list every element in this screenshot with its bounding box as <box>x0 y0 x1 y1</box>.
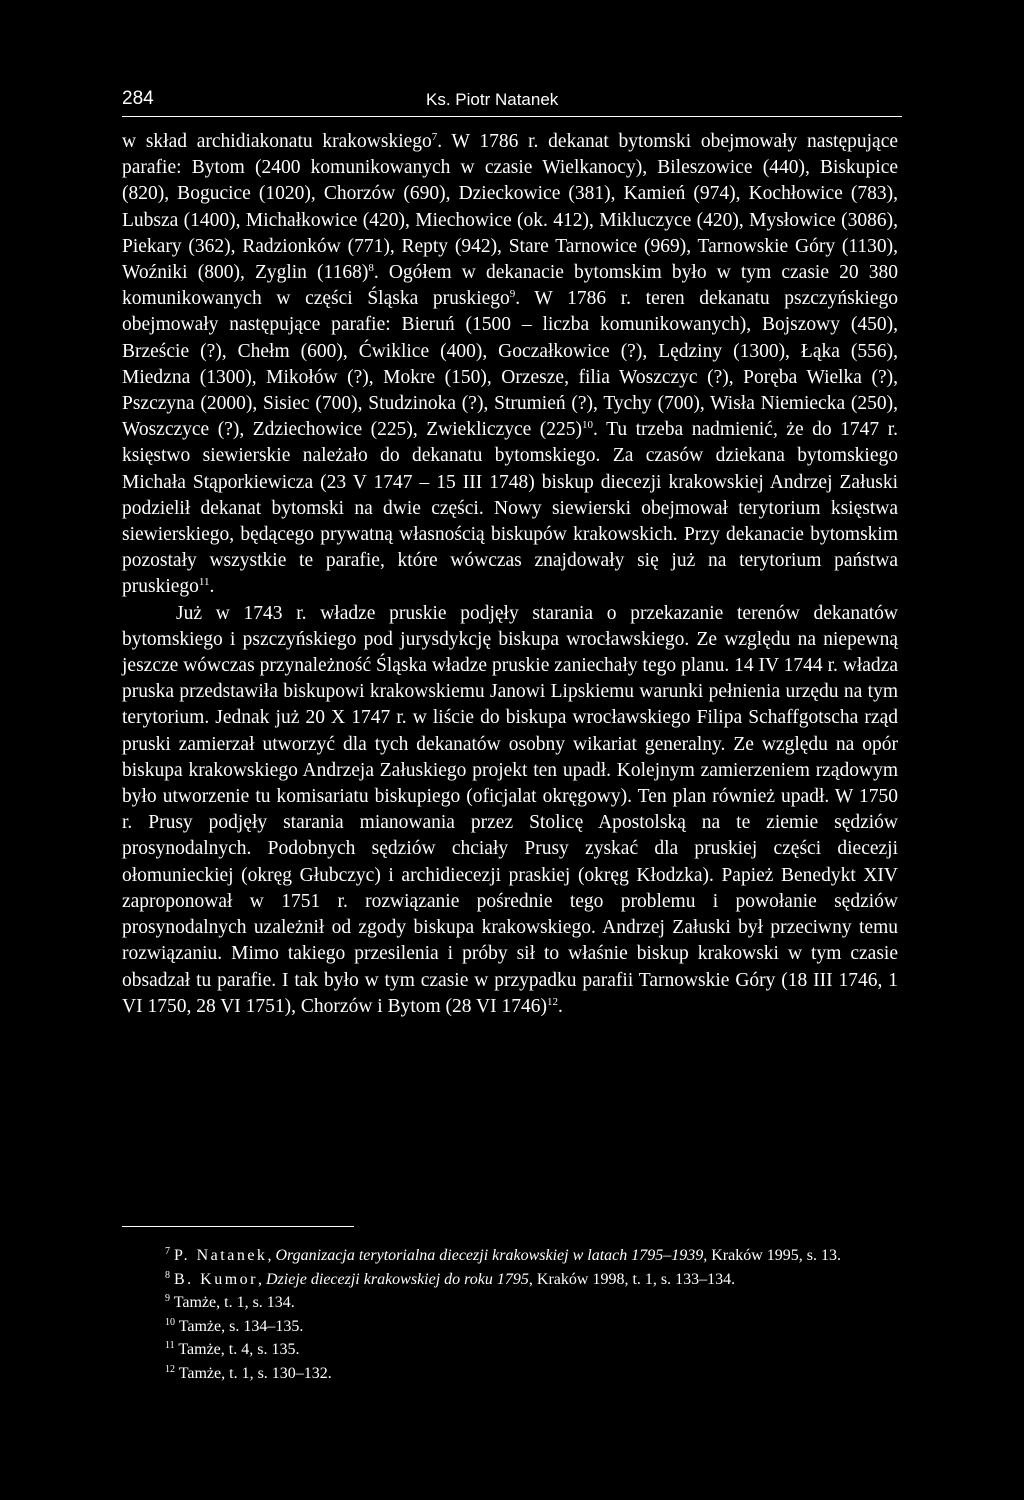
text-run: Już w 1743 r. władze pruskie podjęły starania o przekazanie terenów dekanatów bytomskiego i pszczyńskiego pod jurysdykcję biskupa wrocławskiego. Ze względu na niepewną jeszcze wówczas przynależność Śląska władze pruskie zaniechały tego planu. 14 IV 1744 r. władza pruska przedstawiła biskupowi krakowskiemu Janowi Lipskiemu warunki pełnienia urzędu na tym terytorium. Jednak już 20 X 1747 r. w liście do biskupa wrocławskiego Filipa Schaffgotscha rząd pruski zamierzał utworzyć dla tych dekanatów osobny wikariat generalny. Ze względu na opór biskupa krakowskiego Andrzeja Załuskiego projekt ten upadł. Kolejnym zamierzeniem rządowym było utworzenie tu komisariatu biskupiego (oficjalat okręgowy). Ten plan również upadł. W 1750 r. Prusy podjęły starania mianowania przez Stolicę Apostolską na te ziemie sędziów prosynodalnych. Podobnych sędziów chciały Prusy zyskać dla pruskiej części diecezji ołomunieckiej (okręg Głubczyc) i archidiecezji praskiej (okręg Kłodzka). Papież Benedykt XIV zaproponował w 1751 r. rozwiązanie pośrednie tego problemu i powołanie sędziów prosynodalnych uzależnił od zgody biskupa krakowskiego. Andrzej Załuski był przeciwny temu rozwiązaniu. Mimo takiego przesilenia i próby sił to właśnie biskup krakowski w tym czasie obsadzał tu parafie. I tak było w tym czasie w przypadku parafii Tarnowskie Góry (18 III 1746, 1 VI 1750, 28 VI 1751), Chorzów i Bytom (28 VI 1746) <box>122 602 898 1017</box>
footnote-9 <box>122 1291 898 1315</box>
footnote-12 <box>122 1362 898 1386</box>
footnote-ref-12[interactable]: 12 <box>547 995 559 1008</box>
footnote-8 <box>122 1268 898 1292</box>
footnote-ref-11[interactable]: 11 <box>198 576 210 589</box>
footnote-author: P. Natanek <box>174 1247 268 1264</box>
footnote-separator-text: , <box>258 1270 266 1288</box>
footnote-text: Tamże, t. 1, s. 130–132. <box>178 1364 332 1382</box>
footnote-number: 7 <box>165 1246 170 1257</box>
footnote-text: Tamże, t. 1, s. 134. <box>173 1294 295 1311</box>
running-header <box>122 88 902 117</box>
paragraph-2 <box>122 601 898 1020</box>
footnote-10 <box>122 1315 898 1339</box>
footnote-rest: , Kraków 1998, t. 1, s. 133–134. <box>528 1270 736 1288</box>
text-run: . <box>209 576 215 598</box>
footnote-title: Organizacja terytorialna diecezji krakowskiej w latach 1795–1939 <box>275 1247 704 1264</box>
text-run: w skład archidiakonatu krakowskiego <box>122 131 432 152</box>
footnote-number: 9 <box>165 1293 170 1304</box>
footnote-separator <box>122 1226 354 1227</box>
footnote-ref-7[interactable]: 7 <box>431 131 438 143</box>
text-run: . W 1786 r. dekanat bytomski obejmowały następujące parafie: Bytom (2400 komunikowanych w czasie Wielkanocy), Bileszowice (440), Biskupice (820), Bogucice (1020), Chorzów (690), Dzieckowice (381), Kamień (974), Kochłowice (783), Lubsza (1400), Michałkowice (420), Miechowice (ok. 412), Mikluczyce (420), Mysłowice (3086), Piekary (362), Radzionków (771), Repty (942), Stare Tarnowice (969), Tarnowskie Góry (1130), Woźniki (800), Zyglin (1168) <box>122 131 899 284</box>
footnote-rest: , Kraków 1995, s. 13. <box>703 1247 841 1264</box>
footnote-author: B. Kumor <box>174 1270 258 1288</box>
footnote-11 <box>122 1338 898 1362</box>
footnote-separator-text: , <box>267 1247 276 1264</box>
text-run: . <box>558 995 563 1017</box>
footnote-ref-8[interactable]: 8 <box>368 262 374 275</box>
footnote-ref-9[interactable]: 9 <box>509 288 516 301</box>
text-run: . W 1786 r. teren dekanatu pszczyńskiego obejmowały następujące parafie: Bieruń (1500 – liczba komunikowanych), Bojszowy (450), Brzeście (?), Chełm (600), Ćwiklice (400), Goczałkowice (?), Lędziny (1300), Łąka (556), Miedzna (1300), Mikołów (?), Mokre (150), Orzesze, filia Woszczyc (?), Poręba Wielka (?), Pszczyna (2000), Sisiec (700), Studzinoka (?), Strumień (?), Tychy (700), Wisła Niemiecka (250), Woszczyce (?), Zdziechowice (225), Zwiekliczyce (225) <box>122 288 898 441</box>
footnote-title: Dzieje diecezji krakowskiej do roku 1795 <box>266 1270 529 1288</box>
footnote-text: Tamże, s. 134–135. <box>178 1317 304 1335</box>
text-run: . Tu trzeba nadmienić, że do 1747 r. księstwo siewierskie należało do dekanatu bytomskiego. Za czasów dziekana bytomskiego Michała Stąporkiewicza (23 V 1747 – 15 III 1748) biskup diecezji krakowskiej Andrzej Załuski podzielił dekanat bytomski na dwie części. Nowy siewierski obejmował terytorium księstwa siewierskiego, będącego prywatną własnością biskupów krakowskich. Przy dekanacie bytomskim pozostały wszystkie te parafie, które wówczas znajdowały się już na terytorium państwa pruskiego <box>122 419 898 598</box>
running-head-author: Ks. Piotr Natanek <box>426 90 559 109</box>
paragraph-1 <box>122 129 898 601</box>
footnote-number: 10 <box>165 1316 175 1328</box>
footnote-number: 11 <box>165 1340 175 1351</box>
footnote-7 <box>122 1244 898 1268</box>
footnote-number: 8 <box>165 1269 170 1281</box>
footnote-number: 12 <box>165 1363 175 1375</box>
page-number: 284 <box>122 88 154 109</box>
footnotes <box>122 1244 898 1385</box>
text-run: . Ogółem w dekanacie bytomskim było w tym czasie 20 380 komunikowanych w części Śląska pruskiego <box>122 262 898 310</box>
main-text <box>122 129 898 1020</box>
footnote-ref-10[interactable]: 10 <box>582 419 594 432</box>
footnote-text: Tamże, t. 4, s. 135. <box>178 1341 300 1358</box>
